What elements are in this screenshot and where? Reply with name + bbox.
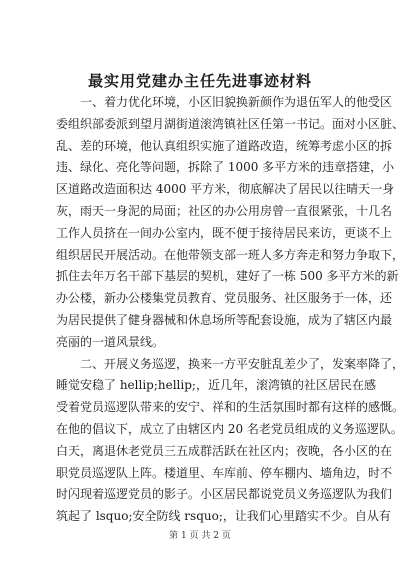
paragraph-line: 违、绿化、亮化等问题，拆除了 1000 多平方米的违章搭建，小	[56, 160, 395, 175]
paragraph-line: 区道路改造面积达 4000 平方米，彻底解决了居民以往晴天一身	[56, 182, 395, 197]
paragraph-line: 一、着力优化环境，小区旧貌换新颜作为退伍军人的他受区	[80, 95, 393, 109]
paragraph-line: 乱、差的环境，他认真组织实施了道路改造，统筹考虑小区的拆	[56, 138, 393, 153]
paragraph-line: 二、开展义务巡逻，换来一方平安脏乱差少了，发案率降了，	[80, 356, 404, 371]
paragraph-line: 为居民提供了健身器械和休息场所等配套设施，成为了辖区内最	[56, 312, 393, 327]
page-footer: 第 1 页 共 2 页	[169, 531, 231, 541]
paragraph-line: 灰，雨天一身泥的局面；社区的办公用房曾一直很紧张，十几名	[56, 203, 393, 218]
paragraph-line: 委组织部委派到望月湖街道滚湾镇社区任第一书记。面对小区脏、	[56, 116, 404, 131]
paragraph-line: 睡觉安稳了 hellip;hellip;，近几年，滚湾镇的社区居民在感	[56, 378, 376, 393]
paragraph-line: 职党员巡逻队上阵。楼道里、车库前、停车棚内、墙角边，时不	[56, 465, 393, 480]
paragraph-line: 筑起了 lsquo;安全防线 rsquo;，让我们心里踏实不少。自从有	[56, 509, 391, 524]
document-body	[56, 92, 404, 528]
document-title: 最实用党建办主任先进事迹材料	[87, 72, 312, 90]
paragraph-line: 亮丽的一道风景线。	[56, 334, 165, 349]
paragraph-line: 抓住去年万名干部下基层的契机，建好了一栋 500 多平方米的新	[56, 269, 399, 284]
paragraph-line: 办公楼，新办公楼集党员教育、党员服务、社区服务于一体，还	[56, 291, 393, 306]
paragraph-line: 时闪现着巡逻党员的影子。小区居民都说党员义务巡逻队为我们	[56, 487, 393, 502]
paragraph-line: 组织居民开展活动。在他带领支部一班人多方奔走和努力争取下，	[56, 247, 404, 262]
paragraph-line: 在他的倡议下，成立了由辖区内 20 名老党员组成的义务巡逻队。	[56, 421, 403, 436]
paragraph-line: 白天，离退休老党员三五成群活跃在社区内；夜晚，各小区的在	[56, 443, 393, 458]
paragraph-line: 工作人员挤在一间办公室内，既不便于接待居民来访，更谈不上	[56, 225, 393, 240]
paragraph-line: 受着党员巡逻队带来的安宁、祥和的生活氛围时都有这样的感慨。	[56, 400, 404, 415]
